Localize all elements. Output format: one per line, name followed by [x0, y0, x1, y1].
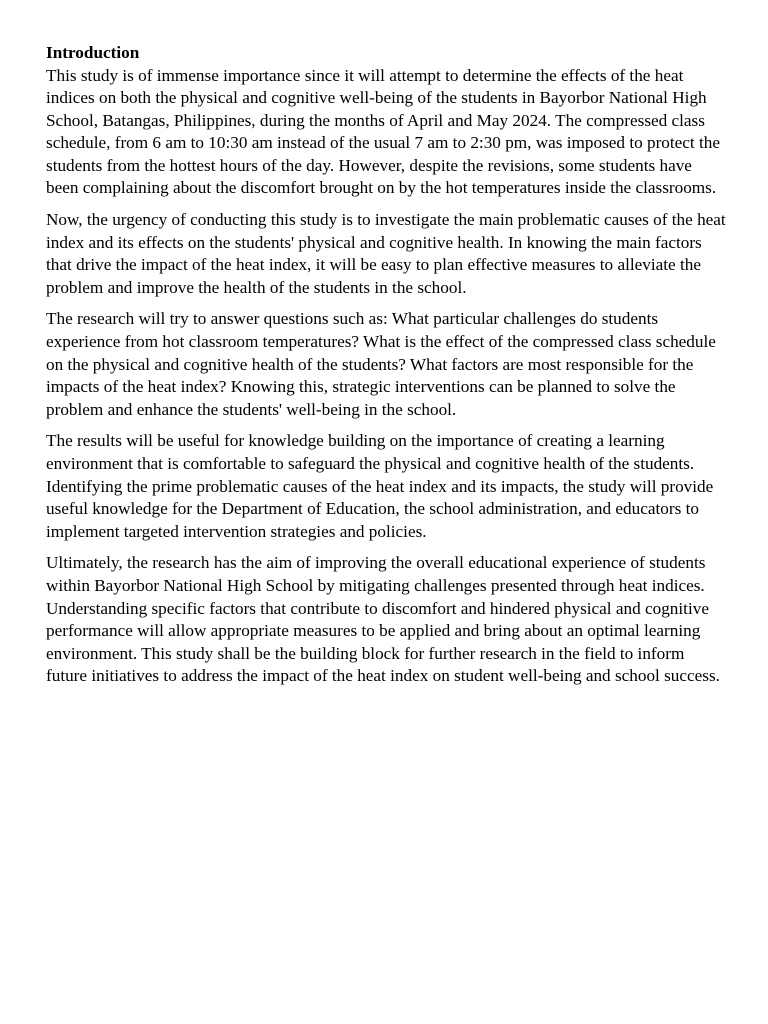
- document-page: [46, 42, 726, 697]
- paragraph-3: The research will try to answer questions such as: What particular challenges do students experience from hot classroom temperatures? What is the effect of the compressed class schedule on the physical and cognitive health of the students? What factors are most responsible for the impacts of the heat index? Knowing this, strategic interventions can be planned to solve the problem and enhance the students' well-being in the school.: [46, 309, 716, 419]
- paragraph-4: The results will be useful for knowledge building on the importance of creating a learning environment that is comfortable to safeguard the physical and cognitive health of the students. Identifying the prime problematic causes of the heat index and its impacts, the study will provide useful knowledge for the Department of Education, the school administration, and educators to implement targeted intervention strategies and policies.: [46, 431, 714, 541]
- section-heading: Introduction: [46, 43, 140, 62]
- paragraph-5: Ultimately, the research has the aim of improving the overall educational experience of students within Bayorbor National High School by mitigating challenges presented through heat indices. Understanding specific factors that contribute to discomfort and hindered physical and cognitive performance will allow appropriate measures to be applied and bring about an optimal learning environment. This study shall be the building block for further research in the field to inform future initiatives to address the impact of the heat index on student well-being and school success.: [46, 553, 720, 686]
- paragraph-2: Now, the urgency of conducting this study is to investigate the main problematic causes of the heat index and its effects on the students' physical and cognitive health. In knowing the main factors that drive the impact of the heat index, it will be easy to plan effective measures to alleviate the problem and improve the health of the students in the school.: [46, 210, 726, 297]
- paragraph-1: This study is of immense importance since it will attempt to determine the effects of the heat indices on both the physical and cognitive well-being of the students in Bayorbor National High School, Batangas, Philippines, during the months of April and May 2024. The compressed class schedule, from 6 am to 10:30 am instead of the usual 7 am to 2:30 pm, was imposed to protect the students from the hottest hours of the day. However, despite the revisions, some students have been complaining about the discomfort brought on by the hot temperatures inside the classrooms.: [46, 65, 720, 198]
